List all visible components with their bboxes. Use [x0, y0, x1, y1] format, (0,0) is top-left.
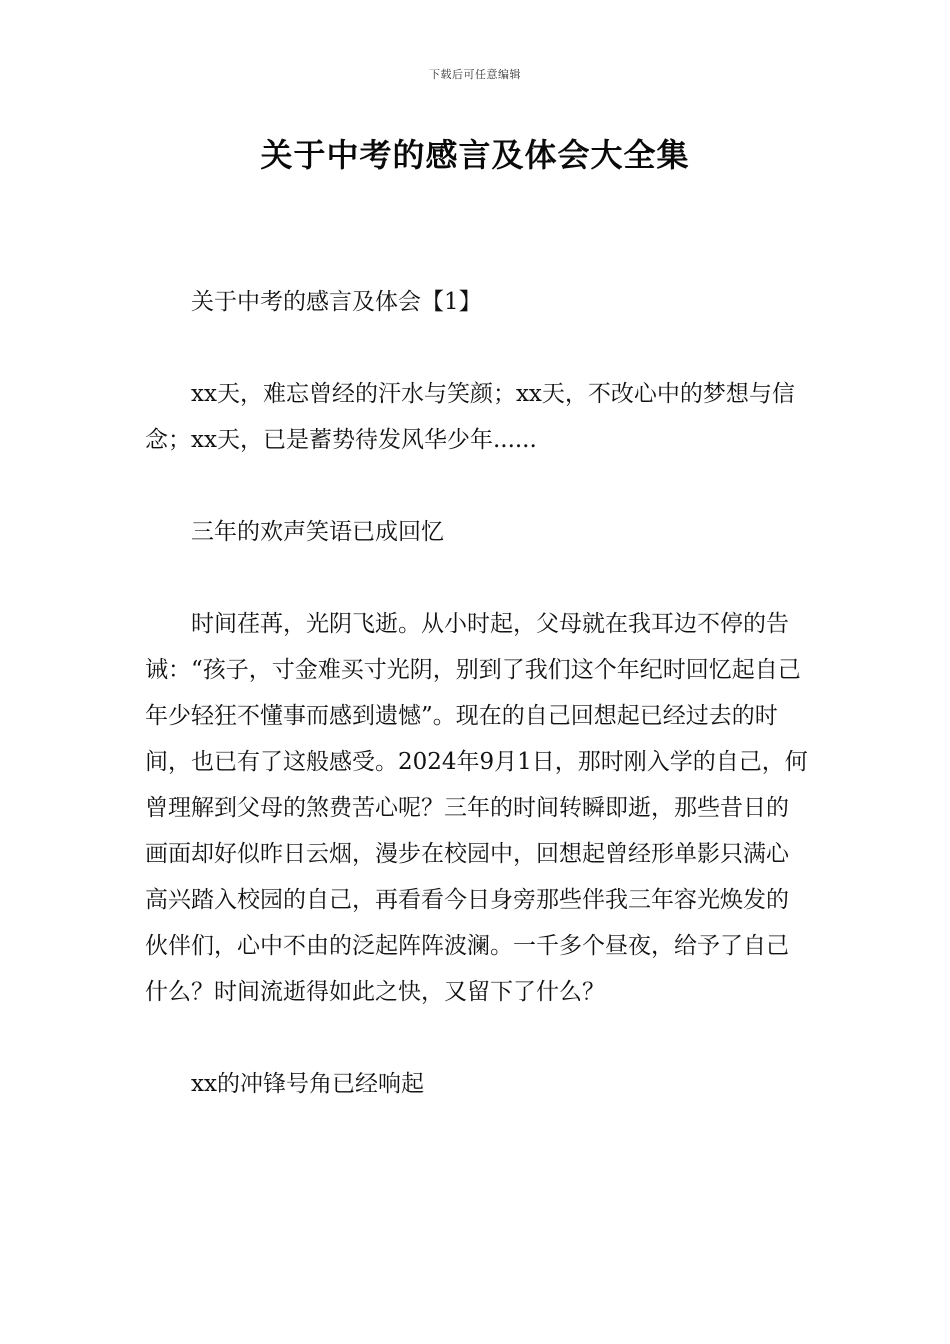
- document-title: 关于中考的感言及体会大全集: [260, 136, 690, 174]
- paragraph: xx天，难忘曾经的汗水与笑颜；xx天，不改心中的梦想与信念；xx天，已是蓄势待发风华少年......: [145, 381, 795, 453]
- document-body: [145, 279, 810, 1107]
- paragraph-subheading: 三年的欢声笑语已成回忆: [191, 519, 444, 545]
- paragraph: 时间荏苒，光阴飞逝。从小时起，父母就在我耳边不停的告诫：“孩子，寸金难买寸光阴，别到了我们这个年纪时回忆起自己年少轻狂不懂事而感到遗憾”。现在的自己回想起已经过去的时间，也已有了这般感受。2024年9月1日，那时刚入学的自己，何曾理解到父母的煞费苦心呢？三年的时间转瞬即逝，那些昔日的画面却好似昨日云烟，漫步在校园中，回想起曾经形单影只满心高兴踏入校园的自己，再看看今日身旁那些伴我三年容光焕发的伙伴们，心中不由的泛起阵阵波澜。一千多个昼夜，给予了自己什么？时间流逝得如此之快，又留下了什么？: [145, 611, 808, 1005]
- section-heading: 关于中考的感言及体会【1】: [191, 289, 482, 315]
- header-note: 下载后可任意编辑: [429, 68, 521, 81]
- paragraph-subheading: xx的冲锋号角已经响起: [191, 1071, 424, 1097]
